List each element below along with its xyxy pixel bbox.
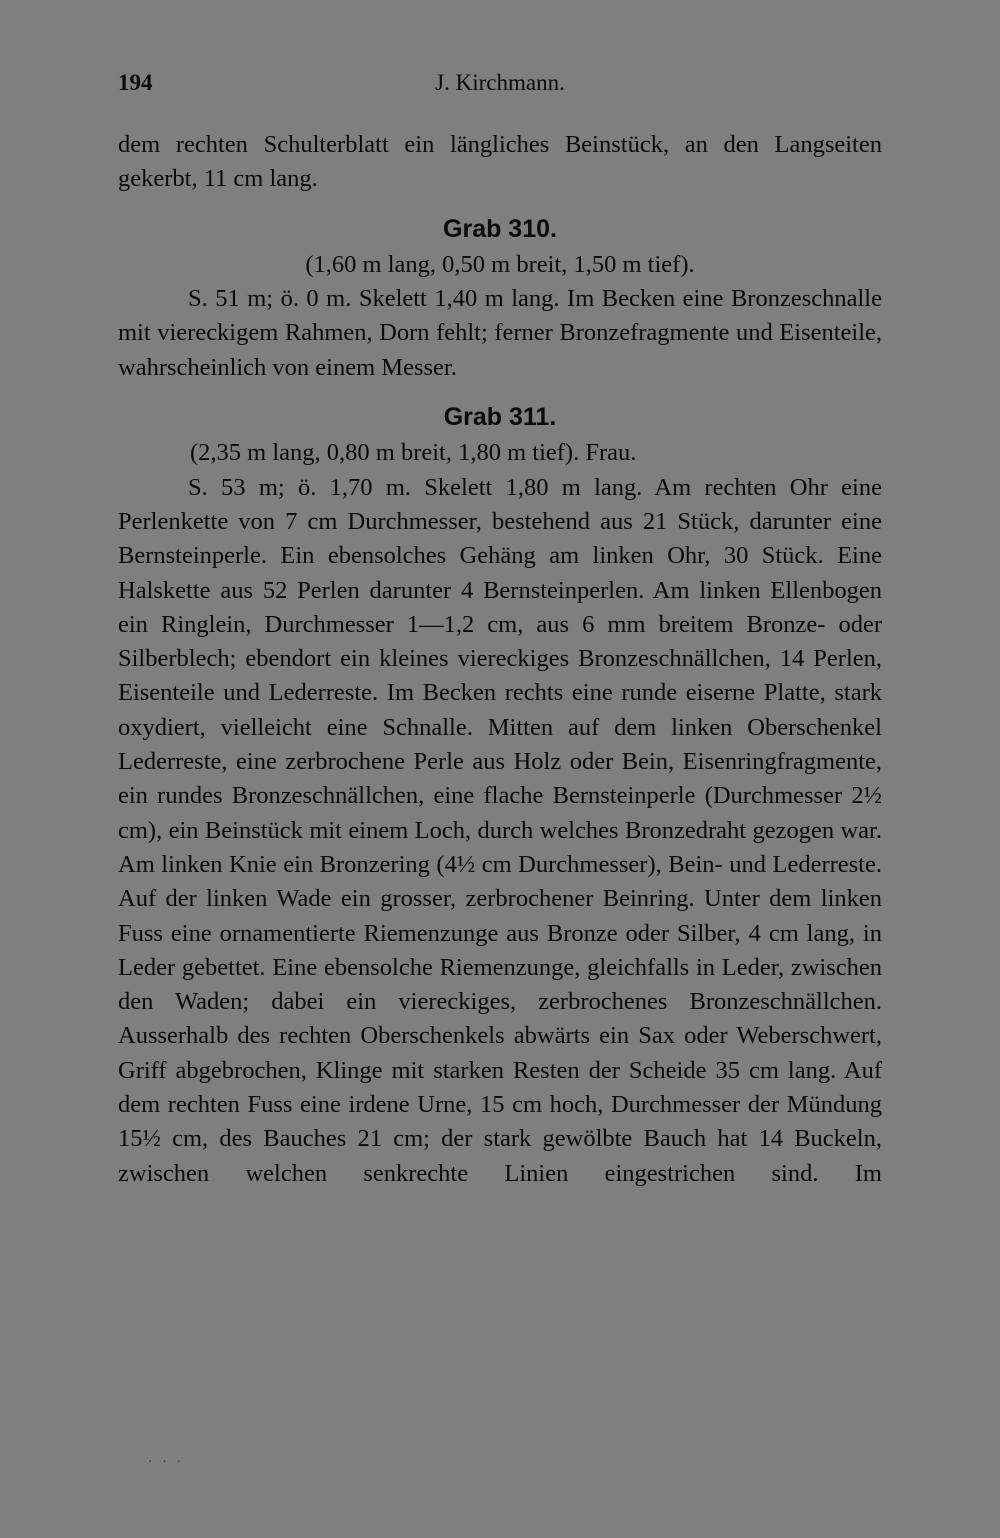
grab-310-heading: Grab 310. [443, 214, 557, 243]
body-text [118, 128, 882, 1191]
grab-311-text: S. 53 m; ö. 1,70 m. Skelett 1,80 m lang. Am rechten Ohr eine Perlenkette von 7 cm Durchmesser, bestehend aus 21 Stück, darunter eine Bernsteinperle. Ein ebensolches Gehäng am linken Ohr, 30 Stück. Eine Halskette aus 52 Perlen darunter 4 Bernsteinperlen. Am linken Ellenbogen ein Ringlein, Durchmesser 1—1,2 cm, aus 6 mm breitem Bronze- oder Silberblech; ebendort ein kleines viereckiges Bronzeschnällchen, 14 Perlen, Eisenteile und Lederreste. Im Becken rechts eine runde eiserne Platte, stark oxydiert, vielleicht eine Schnalle. Mitten auf dem linken Oberschenkel Lederreste, eine zerbrochene Perle aus Holz oder Bein, Eisenringfragmente, ein rundes Bronzeschnällchen, eine flache Bernsteinperle (Durchmesser 2½ cm), ein Beinstück mit einem Loch, durch welches Bronzedraht gezogen war. Am linken Knie ein Bronzering (4½ cm Durchmesser), Bein- und Lederreste. Auf der linken Wade ein grosser, zerbrochener Beinring. Unter dem linken Fuss eine ornamentierte Riemenzunge aus Bronze oder Silber, 4 cm lang, in Leder gebettet. Eine ebensolche Riemenzunge, gleichfalls in Leder, zwischen den Waden; dabei ein viereckiges, zerbrochenes Bronzeschnällchen. Ausserhalb des rechten Oberschenkels abwärts ein Sax oder Weberschwert, Griff abgebrochen, Klinge mit starken Resten der Scheide 35 cm lang. Auf dem rechten Fuss eine irdene Urne, 15 cm hoch, Durchmesser der Mündung 15½ cm, des Bauches 21 cm; der stark gewölbte Bauch hat 14 Buckeln, zwischen welchen senkrechte Linien eingestrichen sind. Im [118, 473, 882, 1187]
grab-311-heading: Grab 311. [443, 403, 557, 432]
grab-311-dimensions: (2,35 m lang, 0,80 m breit, 1,80 m tief). Frau. [190, 439, 637, 467]
page-number: 194 [118, 70, 153, 95]
running-head: J. Kirchmann. [435, 70, 565, 95]
grab-310-dimensions: (1,60 m lang, 0,50 m breit, 1,50 m tief). [305, 250, 695, 278]
continuation-paragraph: dem rechten Schulterblatt ein längliches Beinstück, an den Langseiten gekerbt, 11 cm lang. [118, 131, 882, 193]
page-header [118, 70, 882, 100]
grab-310-text: S. 51 m; ö. 0 m. Skelett 1,40 m lang. Im Becken eine Bronzeschnalle mit viereckigem Rahmen, Dorn fehlt; ferner Bronzefragmente und Eisenteile, wahrscheinlich von einem Messer. [118, 285, 882, 381]
footer-mark: · · · [148, 1455, 184, 1470]
